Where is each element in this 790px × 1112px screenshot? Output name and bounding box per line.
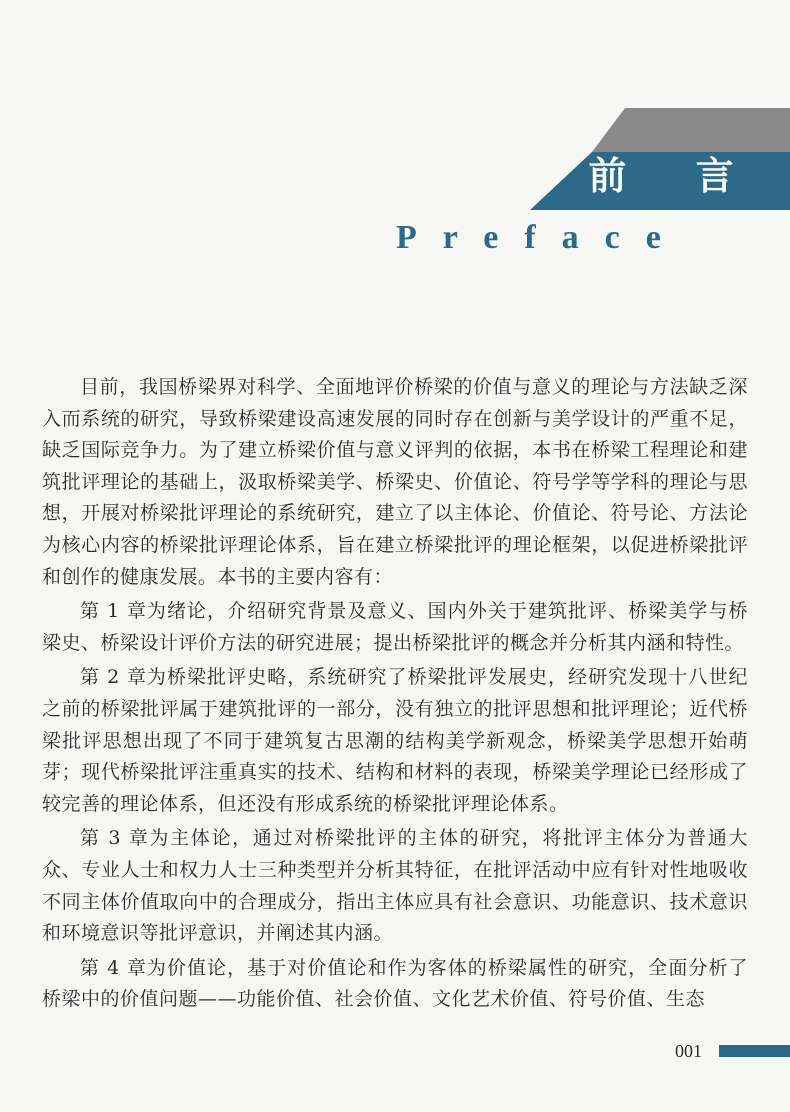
paragraph-chapter-4: 第 4 章为价值论，基于对价值论和作为客体的桥梁属性的研究，全面分析了桥梁中的价值问题——功能价值、社会价值、文化艺术价值、符号价值、生态 bbox=[42, 956, 748, 1011]
gray-band bbox=[592, 108, 790, 152]
page-number: 001 bbox=[675, 1041, 702, 1061]
paragraph-chapter-1: 第 1 章为绪论，介绍研究背景及意义、国内外关于建筑批评、桥梁美学与桥梁史、桥梁设计评价方法的研究进展；提出桥梁批评的概念并分析其内涵和特性。 bbox=[42, 600, 748, 654]
footer-accent-bar bbox=[719, 1045, 790, 1057]
body-text bbox=[42, 372, 748, 1019]
paragraph-chapter-2: 第 2 章为桥梁批评史略，系统研究了桥梁批评发展史，经研究发现十八世纪之前的桥梁批评属于建筑批评的一部分，没有独立的批评思想和批评理论；近代桥梁批评思想出现了不同于建筑复古思潮的结构美学新观念，桥梁美学思想开始萌芽；现代桥梁批评注重真实的技术、结构和材料的表现，桥梁美学理论已经形成了较完善的理论体系，但还没有形成系统的桥梁批评理论体系。 bbox=[42, 666, 748, 815]
paragraph-intro: 目前，我国桥梁界对科学、全面地评价桥梁的价值与意义的理论与方法缺乏深入而系统的研究，导致桥梁建设高速发展的同时存在创新与美学设计的严重不足，缺乏国际竞争力。为了建立桥梁价值与意义评判的依据，本书在桥梁工程理论和建筑批评理论的基础上，汲取桥梁美学、桥梁史、价值论、符号学等学科的理论与思想，开展对桥梁批评理论的系统研究，建立了以主体论、价值论、符号论、方法论为核心内容的桥梁批评理论体系，旨在建立桥梁批评的理论框架，以促进桥梁批评和创作的健康发展。本书的主要内容有： bbox=[42, 376, 748, 588]
chapter-title-cn: 前 言 bbox=[588, 154, 762, 198]
paragraph-chapter-3: 第 3 章为主体论，通过对桥梁批评的主体的研究，将批评主体分为普通大众、专业人士和权力人士三种类型并分析其特征，在批评活动中应有针对性地吸收不同主体价值取向中的合理成分，指出主体应具有社会意识、功能意识、技术意识和环境意识等批评意识，并阐述其内涵。 bbox=[42, 827, 748, 945]
header-band bbox=[0, 0, 790, 256]
page-footer bbox=[675, 1039, 790, 1063]
chapter-title-en: Preface bbox=[396, 219, 687, 256]
